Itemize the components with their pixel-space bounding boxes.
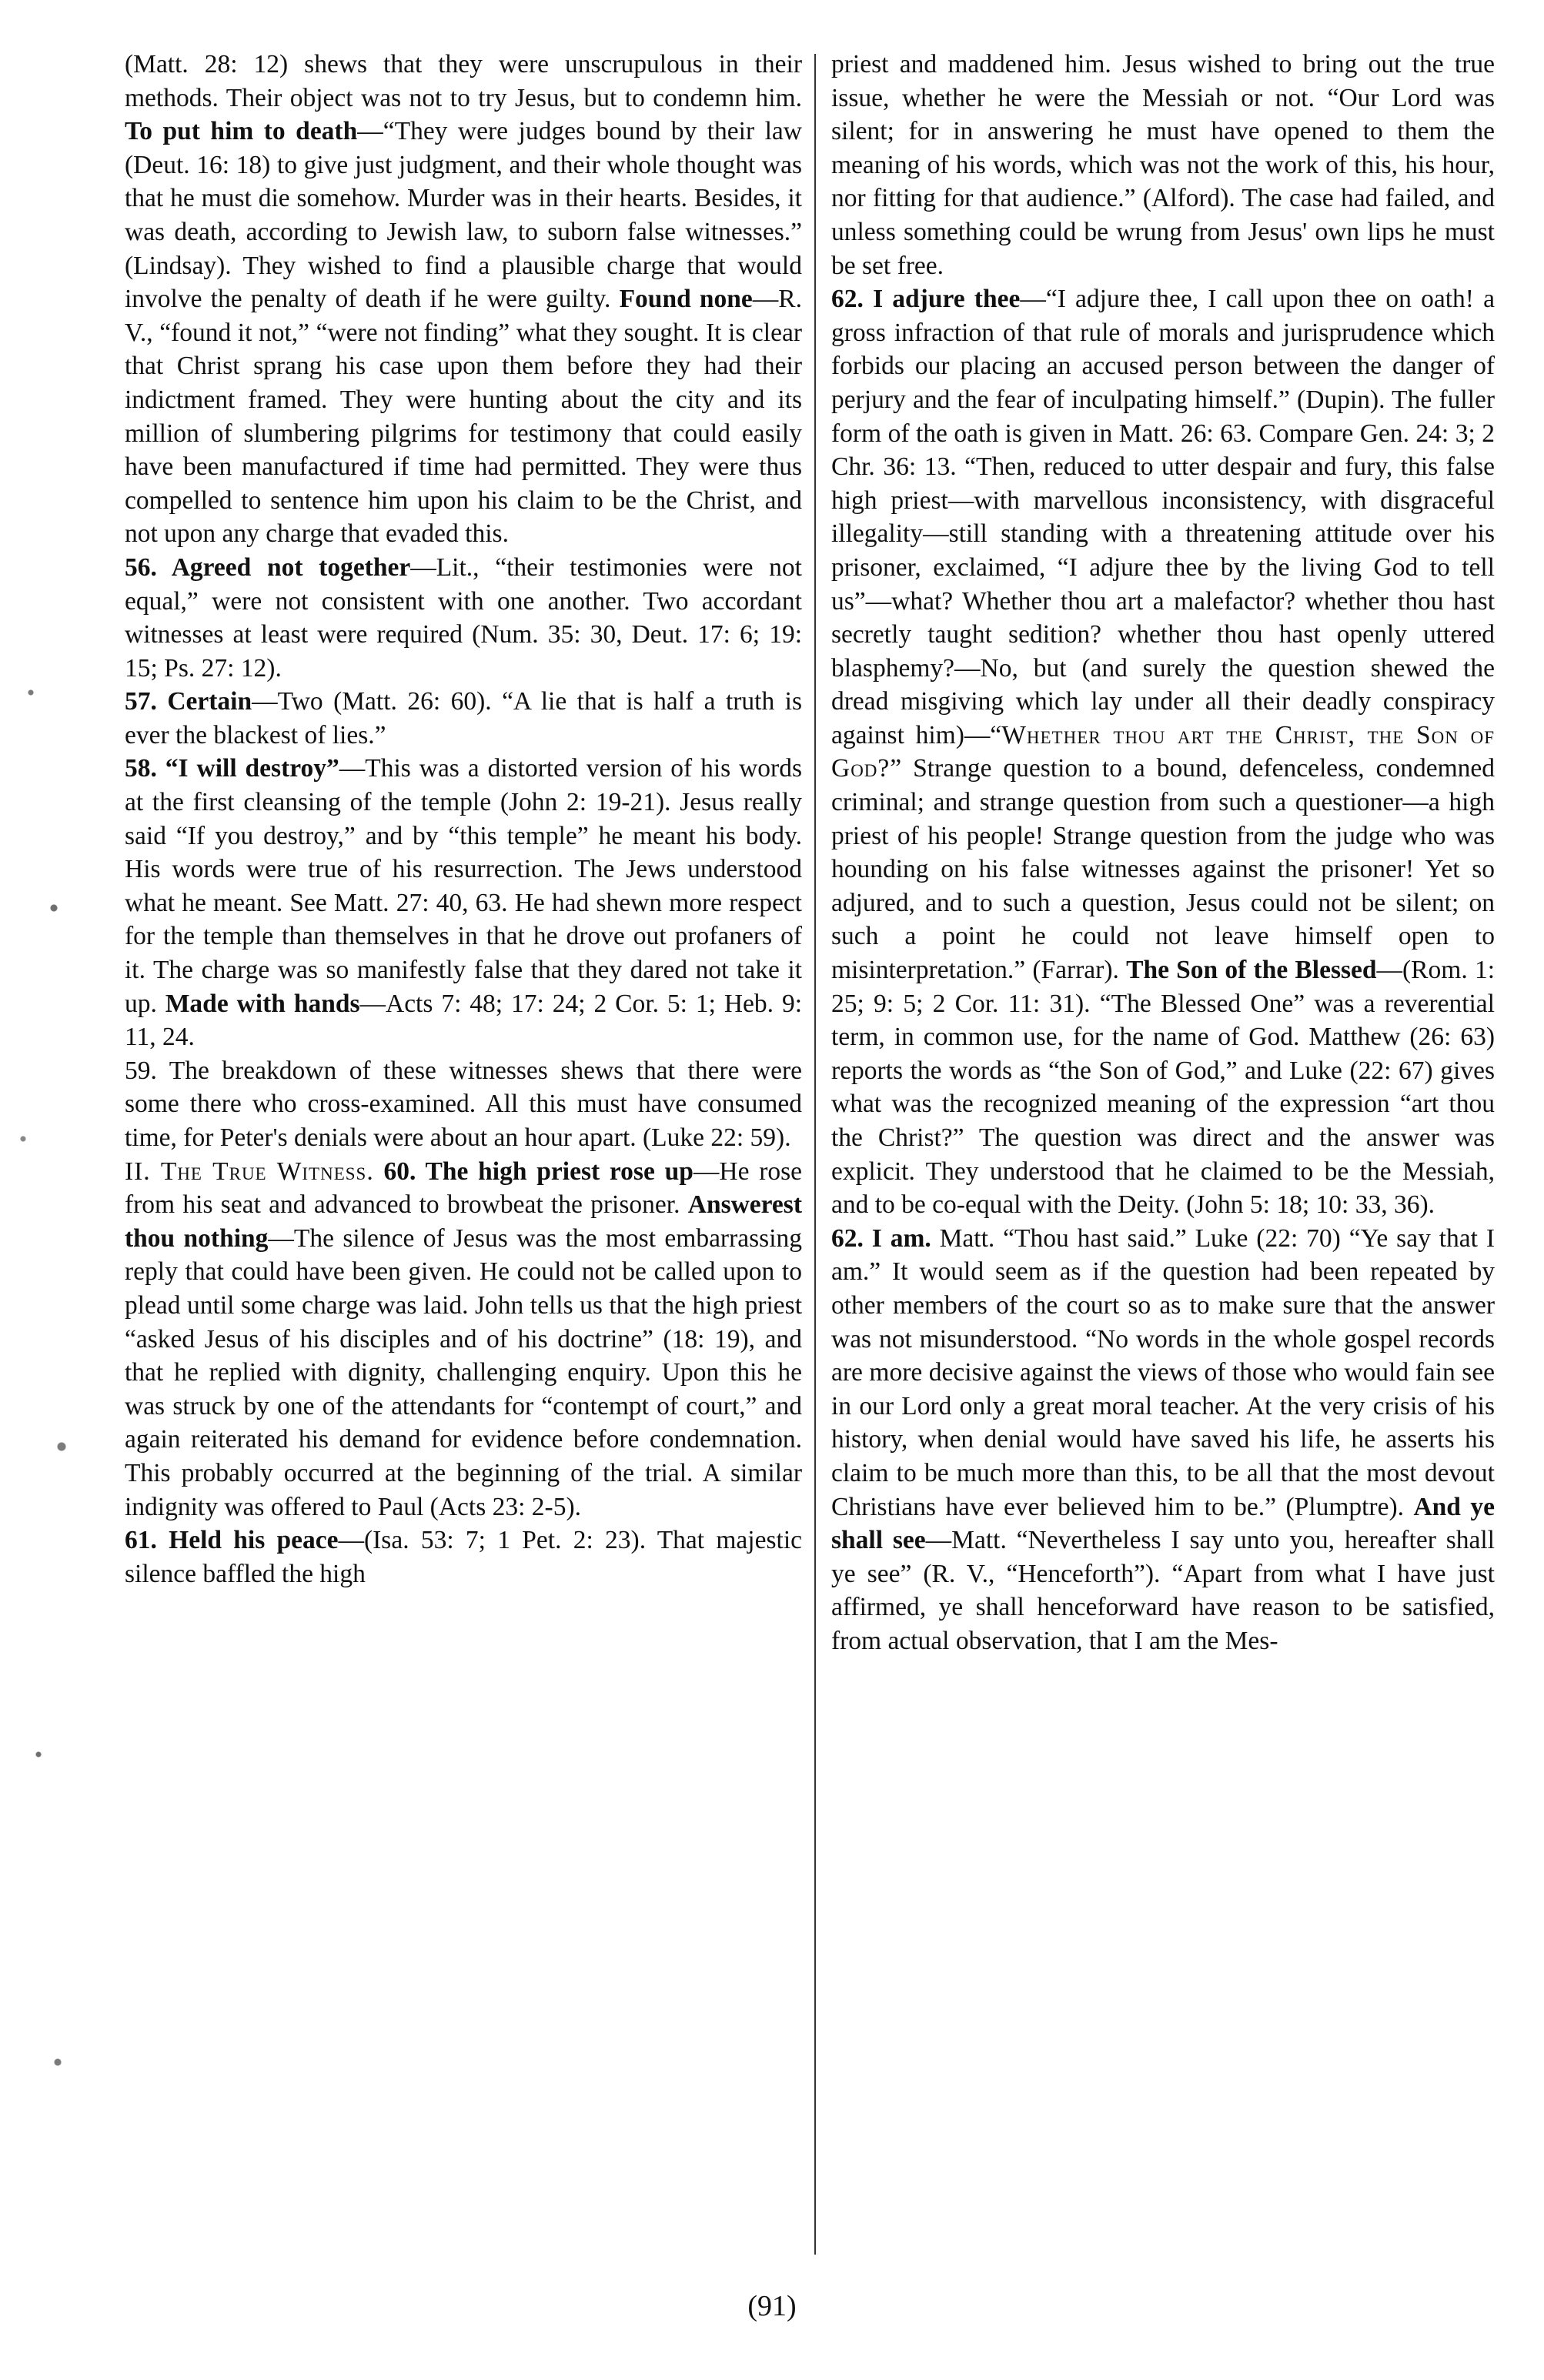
paragraph-56 [125, 551, 802, 685]
lemma-57: 57. Certain [125, 687, 252, 716]
right-column [831, 48, 1495, 1658]
lemma-62-i-am: 62. I am. [831, 1223, 931, 1253]
lemma-62-adjure: 62. I adjure thee [831, 285, 1021, 314]
paragraph-59 [125, 1054, 802, 1155]
paragraph-60 [125, 1155, 802, 1524]
text-segment: —(Isa. 53: 7; 1 Pet. 2: 23). That majestic silence baffled the high [125, 1526, 802, 1588]
left-column [125, 48, 802, 1591]
paragraph-62-adjure [831, 282, 1495, 1222]
lemma-61: 61. Held his peace [125, 1526, 339, 1555]
paragraph-57 [125, 685, 802, 752]
lemma-ye-shall-see: And ye shall see [831, 1492, 1496, 1555]
text-segment: —This was a distorted version of his words at the first cleansing of the temple (John 2: 19-21). Jesus really said “If you destroy,” and by “this temple” he meant his body. His words were true of his resurrection. The Jews understood what he meant. See Matt. 27: 40, 63. He had shewn more respect for the temple than themselves in that he drove out profaners of it. The charge was so manifestly false that they dared not take it up. [125, 754, 803, 1018]
text-segment: (Matt. 28: 12) shews that they were unscrupulous in their methods. Their object was not to try Jesus, but to condemn him. [125, 50, 802, 112]
page-number: (91) [747, 2290, 797, 2322]
paragraph-matt-28 [125, 48, 802, 551]
text-segment: —Matt. “Nevertheless I say unto you, hereafter shall ye see” (R. V., “Henceforth”). “Apart from what I have just affirmed, ye shall henceforward have reason to be satisfied, from actual observation, that I am the Mes- [831, 1526, 1495, 1655]
lemma-58: 58. “I will destroy” [125, 754, 339, 783]
lemma-son-of-the-blessed: The Son of the Blessed [1126, 956, 1377, 985]
lemma-56: 56. Agreed not together [125, 552, 411, 582]
quote-small-caps: Whether thou art the Christ, the Son of God? [831, 720, 1496, 783]
lemma-found-none: Found none [619, 285, 753, 314]
section-heading-true-witness: II. The True Witness. [125, 1157, 374, 1186]
paragraph-61 [125, 1524, 802, 1591]
paragraph-58 [125, 752, 802, 1053]
text-segment: —Acts 7: 48; 17: 24; 2 Cor. 5: 1; Heb. 9: 11, 24. [125, 989, 803, 1052]
column-divider [814, 54, 816, 2255]
lemma-answerest-thou-nothing: Answerest thou nothing [125, 1190, 802, 1253]
text-segment: priest and maddened him. Jesus wished to bring out the true issue, whether he were the Messiah or not. “Our Lord was silent; for in answering he must have opened to them the meaning of his words, which was not the work of this, his hour, nor fitting for that audience.” (Alford). The case had failed, and unless something could be wrung from Jesus' own lips he must be set free. [831, 50, 1495, 280]
text-segment: 59. The breakdown of these witnesses shews that there were some there who cross-examined. All this must have consumed time, for Peter's denials were about an hour apart. (Luke 22: 59). [125, 1056, 802, 1152]
text-segment: —“They were judges bound by their law (Deut. 16: 18) to give just judgment, and their whole thought was that he must die somehow. Murder was in their hearts. Besides, it was death, according to Jewish law, to suborn false witnesses.” (Lindsay). They wished to find a plausible charge that would involve the penalty of death if he were guilty. [125, 117, 802, 314]
text-segment: —(Rom. 1: 25; 9: 5; 2 Cor. 11: 31). “The Blessed One” was a reverential term, in common use, for the name of God. Matthew (26: 63) reports the words as “the Son of God,” and Luke (22: 67) gives what was the recognized meaning of the expression “art thou the Christ?” The question was direct and the answer was explicit. They understood that he claimed to be the Messiah, and to be co-equal with the Deity. (John 5: 18; 10: 33, 36). [831, 956, 1496, 1220]
lemma-made-with-hands: Made with hands [165, 989, 360, 1018]
text-segment: —The silence of Jesus was the most embarrassing reply that could have been given. He could not be called upon to plead until some charge was laid. John tells us that the high priest “asked Jesus of his disciples and of his doctrine” (18: 19), and that he replied with dignity, challenging enquiry. Upon this he was struck by one of the attendants for “contempt of court,” and again reiterated his demand for evidence before condemnation. This probably occurred at the beginning of the trial. A similar indignity was offered to Paul (Acts 23: 2-5). [125, 1223, 802, 1521]
lemma-to-put-him-to-death: To put him to death [125, 117, 358, 146]
text-segment: —He rose from his seat and advanced to browbeat the prisoner. [125, 1157, 803, 1220]
lemma-60: 60. The high priest rose up [383, 1157, 693, 1186]
text-segment: —Two (Matt. 26: 60). “A lie that is half a truth is ever the blackest of lies.” [125, 687, 802, 749]
paragraph-61-cont [831, 48, 1495, 282]
text-segment: Matt. “Thou hast said.” Luke (22: 70) “Ye say that I am.” It would seem as if the question had been repeated by other members of the court so as to make sure that the answer was not misunderstood. “No words in the whole gospel records are more decisive against the views of those who would fain see in our Lord only a great moral teacher. At the very crisis of his history, when denial would have saved his life, he asserts his claim to be much more than this, to be all that the most devout Christians have ever believed him to be.” (Plumptre). [831, 1223, 1495, 1521]
page-edge-stains [0, 600, 85, 2370]
text-segment: —Lit., “their testimonies were not equal,” were not consistent with one another. Two accordant witnesses at least were required (Num. 35: 30, Deut. 17: 6; 19: 15; Ps. 27: 12). [125, 552, 802, 683]
text-segment: —“I adjure thee, I call upon thee on oath! a gross infraction of that rule of morals and jurisprudence which forbids our placing an accused person between the danger of perjury and the fear of inculpating himself.” (Dupin). The fuller form of the oath is given in Matt. 26: 63. Compare Gen. 24: 3; 2 Chr. 36: 13. “Then, reduced to utter despair and fury, this false high priest—with marvellous inconsistency, with disgraceful illegality—still standing with a threatening attitude over his prisoner, exclaimed, “I adjure thee by the living God to tell us”—what? Whether thou art a malefactor? whether thou hast secretly taught sedition? whether thou hast openly uttered blasphemy?—No, but (and surely the question shewed the dread misgiving which lay under all their deadly conspiracy against him)—“ [831, 285, 1495, 749]
paragraph-62-i-am [831, 1222, 1495, 1658]
text-segment: —R. V., “found it not,” “were not finding” what they sought. It is clear that Christ sprang his case upon them before they had their indictment framed. They were hunting about the city and its million of slumbering pilgrims for testimony that could easily have been manufactured if time had permitted. They were thus compelled to sentence him upon his claim to be the Christ, and not upon any charge that evaded this. [125, 285, 802, 549]
text-segment: ” Strange question to a bound, defenceless, condemned criminal; and strange question from such a questioner—a high priest of his people! Strange question from the judge who was hounding on his false witnesses against the prisoner! Yet so adjured, and to such a question, Jesus could not be silent; on such a point he could not leave himself open to misinterpretation.” (Farrar). [831, 754, 1495, 985]
